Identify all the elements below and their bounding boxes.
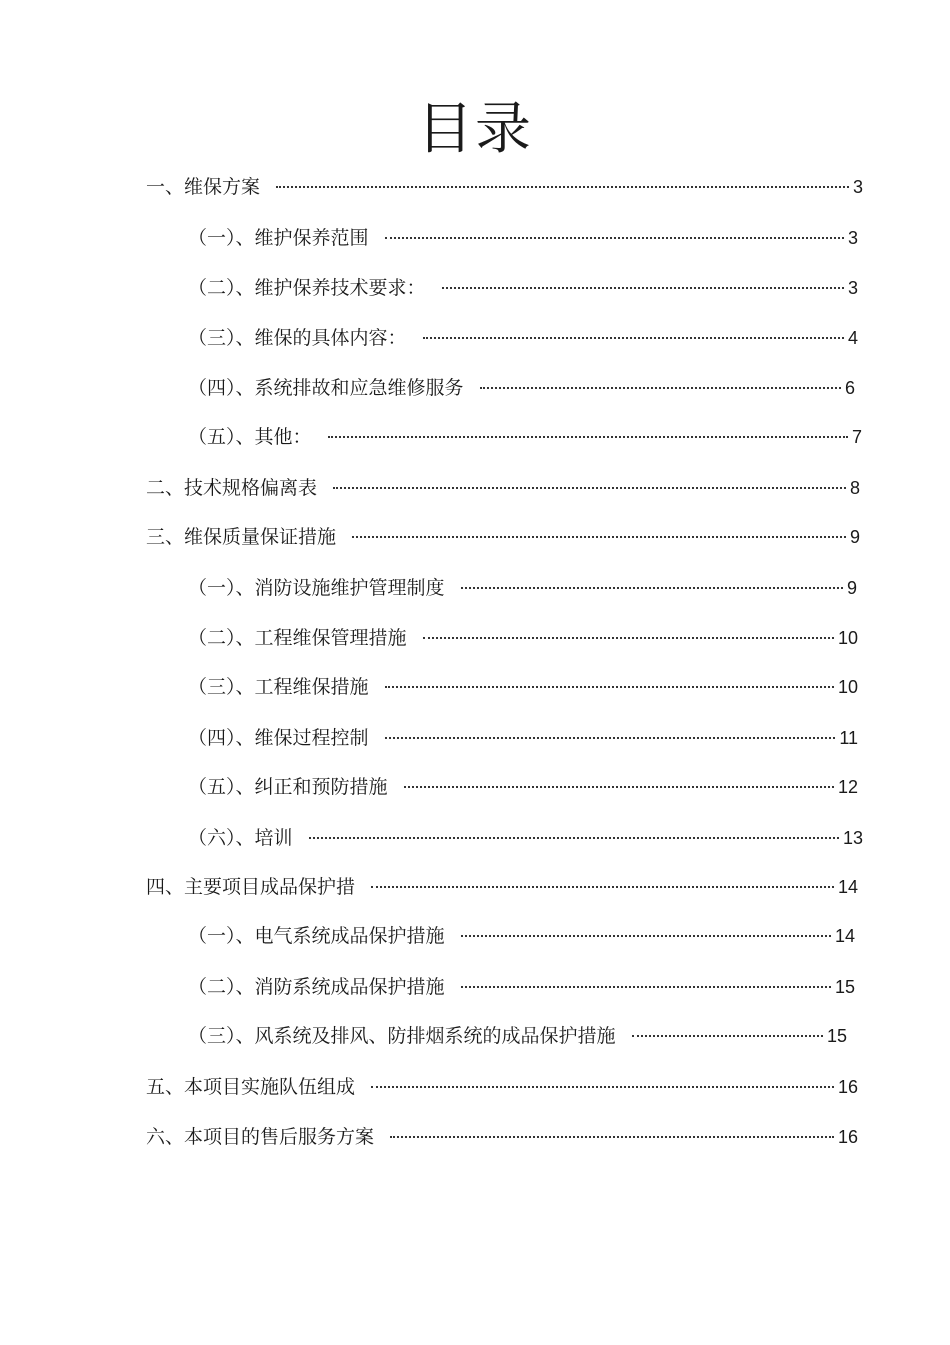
toc-entry-label: 三、维保质量保证措施 [146, 526, 337, 548]
toc-entry-label: （五）、纠正和预防措施 [188, 776, 388, 798]
dot-leader [480, 387, 841, 389]
toc-entry-label: （一）、维护保养范围 [188, 227, 369, 249]
dot-leader [461, 587, 843, 589]
toc-entry-page: 3 [847, 278, 858, 298]
toc-entry-label: （六）、培训 [188, 827, 293, 849]
toc-entry-page: 16 [837, 1127, 858, 1147]
toc-entry-label: （四）、系统排故和应急维修服务 [188, 377, 464, 399]
toc-entry-page: 7 [851, 427, 862, 447]
dot-leader [390, 1136, 834, 1138]
dot-leader [371, 886, 834, 888]
toc-entry-label: （五）、其他： [188, 426, 312, 448]
toc-entry-label: 五、本项目实施队伍组成 [146, 1076, 356, 1098]
toc-entry-label: （二）、消防系统成品保护措施 [188, 976, 445, 998]
toc-entry[interactable] [188, 973, 855, 1001]
toc-entry[interactable] [146, 873, 858, 901]
toc-entry[interactable] [188, 724, 858, 752]
toc-entry-page: 4 [847, 328, 858, 348]
toc-entry-page: 6 [844, 378, 855, 398]
toc-entry[interactable] [188, 374, 855, 402]
toc-entry[interactable] [188, 324, 858, 352]
dot-leader [309, 837, 839, 839]
dot-leader [423, 637, 834, 639]
dot-leader [442, 287, 844, 289]
toc-entry-page: 13 [842, 828, 863, 848]
toc-entry-page: 9 [849, 527, 860, 547]
toc-entry-page: 3 [847, 228, 858, 248]
toc-entry[interactable] [188, 773, 858, 801]
toc-entry-page: 15 [826, 1026, 847, 1046]
toc-title: 目录 [417, 97, 533, 162]
toc-entry-page: 12 [837, 777, 858, 797]
dot-leader [385, 737, 836, 739]
toc-entry-page: 16 [837, 1077, 858, 1097]
toc-entry-page: 10 [837, 628, 858, 648]
toc-entry-label: 四、主要项目成品保护措 [146, 876, 356, 898]
toc-entry-label: 一、维保方案 [146, 176, 261, 198]
toc-entry-page: 10 [837, 677, 858, 697]
toc-entry[interactable] [188, 423, 862, 451]
dot-leader [352, 536, 846, 538]
dot-leader [461, 935, 831, 937]
toc-entry[interactable] [146, 1123, 858, 1151]
toc-entry[interactable] [146, 173, 863, 201]
toc-entry[interactable] [146, 523, 860, 551]
dot-leader [461, 986, 831, 988]
toc-entry[interactable] [188, 574, 857, 602]
toc-entry-label: （四）、维保过程控制 [188, 727, 369, 749]
dot-leader [276, 186, 849, 188]
toc-entry[interactable] [188, 224, 858, 252]
toc-entry-page: 9 [846, 578, 857, 598]
dot-leader [371, 1086, 834, 1088]
dot-leader [385, 686, 834, 688]
toc-entry[interactable] [188, 922, 855, 950]
toc-entry[interactable] [188, 673, 858, 701]
toc-entry[interactable] [188, 1022, 847, 1050]
toc-entry-page: 11 [839, 728, 858, 748]
toc-entry-page: 8 [849, 478, 860, 498]
dot-leader [328, 436, 848, 438]
toc-entry-label: （一）、电气系统成品保护措施 [188, 925, 445, 947]
toc-entry-page: 3 [852, 177, 863, 197]
toc-entry[interactable] [146, 1073, 858, 1101]
toc-entry-page: 14 [834, 926, 855, 946]
dot-leader [333, 487, 846, 489]
toc-entry-label: （一）、消防设施维护管理制度 [188, 577, 445, 599]
toc-entry-page: 14 [837, 877, 858, 897]
toc-entry-label: （二）、工程维保管理措施 [188, 627, 407, 649]
toc-entry[interactable] [146, 474, 860, 502]
toc-entry-label: 六、本项目的售后服务方案 [146, 1126, 375, 1148]
toc-entry-page: 15 [834, 977, 855, 997]
dot-leader [632, 1035, 823, 1037]
toc-entry[interactable] [188, 824, 863, 852]
dot-leader [385, 237, 844, 239]
toc-entry[interactable] [188, 274, 858, 302]
toc-entry-label: （三）、维保的具体内容： [188, 327, 407, 349]
toc-entry-label: 二、技术规格偏离表 [146, 477, 318, 499]
dot-leader [423, 337, 844, 339]
dot-leader [404, 786, 834, 788]
toc-entry-label: （三）、风系统及排风、防排烟系统的成品保护措施 [188, 1025, 616, 1047]
toc-entry[interactable] [188, 624, 858, 652]
toc-entry-label: （三）、工程维保措施 [188, 676, 369, 698]
toc-entry-label: （二）、维护保养技术要求： [188, 277, 426, 299]
